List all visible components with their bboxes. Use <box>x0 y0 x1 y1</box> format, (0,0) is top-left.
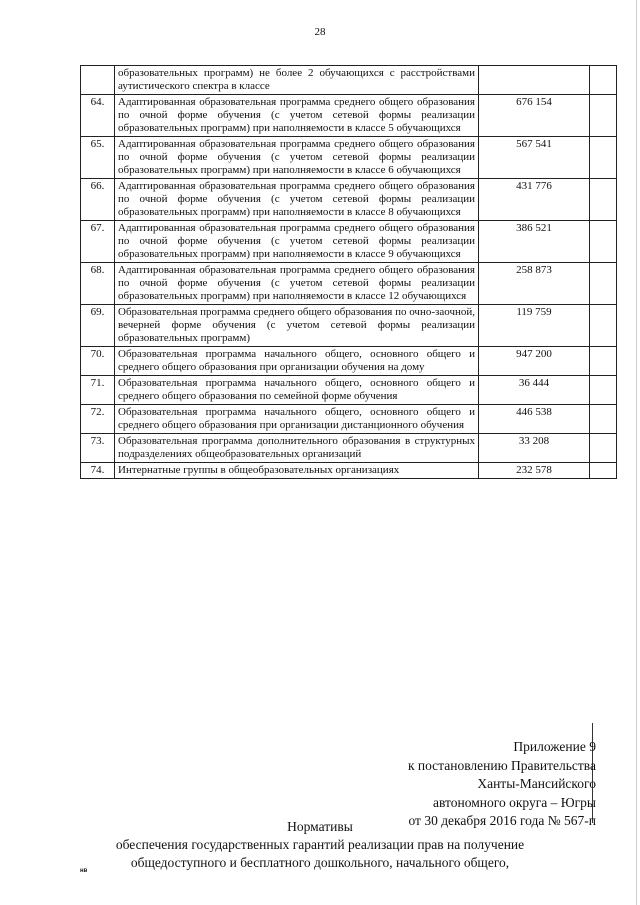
norm-value: 567 541 <box>479 137 590 179</box>
norm-value: 33 208 <box>479 434 590 463</box>
empty-cell <box>590 137 617 179</box>
program-description: Адаптированная образовательная программа среднего общего образования по очной форме обучения (с учетом сетевой формы реализации образовательных программ) при наполняемости в классе 12 обучающихся <box>115 263 479 305</box>
row-number: 67. <box>81 221 115 263</box>
row-number: 74. <box>81 463 115 479</box>
page-edge <box>636 0 637 905</box>
table-row <box>81 137 617 179</box>
program-description: Адаптированная образовательная программа среднего общего образования по очной форме обучения (с учетом сетевой формы реализации образовательных программ) при наполняемости в классе 6 обучающихся <box>115 137 479 179</box>
norm-value: 36 444 <box>479 376 590 405</box>
table-row <box>81 376 617 405</box>
empty-cell <box>590 66 617 95</box>
table-row <box>81 179 617 221</box>
program-description: Интернатные группы в общеобразовательных организациях <box>115 463 479 479</box>
table-row <box>81 463 617 479</box>
program-description: Адаптированная образовательная программа среднего общего образования по очной форме обучения (с учетом сетевой формы реализации образовательных программ) при наполняемости в классе 8 обучающихся <box>115 179 479 221</box>
program-description: Образовательная программа начального общего, основного общего и среднего общего образования при организации дистанционного обучения <box>115 405 479 434</box>
page-number: 28 <box>314 26 326 38</box>
empty-cell <box>590 95 617 137</box>
table-row <box>81 405 617 434</box>
norm-value: 446 538 <box>479 405 590 434</box>
empty-cell <box>590 221 617 263</box>
empty-cell <box>590 347 617 376</box>
table-row <box>81 263 617 305</box>
empty-cell <box>590 376 617 405</box>
appendix-header <box>408 738 596 831</box>
empty-cell <box>590 179 617 221</box>
empty-cell <box>590 405 617 434</box>
heading-line: общедоступного и бесплатного дошкольного, начального общего, <box>130 855 510 870</box>
norm-value: 386 521 <box>479 221 590 263</box>
appendix-number: Приложение 9 <box>513 739 596 754</box>
row-number: 66. <box>81 179 115 221</box>
program-description: Образовательная программа среднего общего образования по очно-заочной, вечерней форме обучения (с учетом сетевой формы реализации образовательных программ) <box>115 305 479 347</box>
table-row <box>81 66 617 95</box>
row-number: 68. <box>81 263 115 305</box>
program-description: Образовательная программа дополнительного образования в структурных подразделениях общеобразовательных организаций <box>115 434 479 463</box>
heading-title: Нормативы <box>287 819 353 834</box>
row-number: 70. <box>81 347 115 376</box>
norm-value: 119 759 <box>479 305 590 347</box>
appendix-line: Ханты-Мансийского <box>477 776 596 791</box>
table-row <box>81 221 617 263</box>
row-number <box>81 66 115 95</box>
empty-cell <box>590 305 617 347</box>
document-heading <box>0 818 640 872</box>
heading-line: обеспечения государственных гарантий реализации прав на получение <box>115 837 525 852</box>
empty-cell <box>590 463 617 479</box>
appendix-line: к постановлению Правительства <box>407 757 596 773</box>
row-number: 73. <box>81 434 115 463</box>
table-row <box>81 434 617 463</box>
footer-initials: нв <box>80 868 88 874</box>
norm-value: 947 200 <box>479 347 590 376</box>
empty-cell <box>590 263 617 305</box>
norm-value: 258 873 <box>479 263 590 305</box>
row-number: 72. <box>81 405 115 434</box>
program-description: образовательных программ) не более 2 обучающихся с расстройствами аутистического спектра в классе <box>115 66 479 95</box>
table-row <box>81 347 617 376</box>
norm-value <box>479 66 590 95</box>
program-description: Образовательная программа начального общего, основного общего и среднего общего образования по семейной форме обучения <box>115 376 479 405</box>
program-description: Адаптированная образовательная программа среднего общего образования по очной форме обучения (с учетом сетевой формы реализации образовательных программ) при наполняемости в классе 9 обучающихся <box>115 221 479 263</box>
norm-value: 232 578 <box>479 463 590 479</box>
norm-value: 676 154 <box>479 95 590 137</box>
norm-value: 431 776 <box>479 179 590 221</box>
appendix-date: от 30 декабря 2016 года № 567-п <box>408 813 596 828</box>
row-number: 65. <box>81 137 115 179</box>
appendix-line: автономного округа – Югры <box>433 794 596 810</box>
table-row <box>81 305 617 347</box>
row-number: 71. <box>81 376 115 405</box>
program-description: Адаптированная образовательная программа среднего общего образования по очной форме обучения (с учетом сетевой формы реализации образовательных программ) при наполняемости в классе 5 обучающихся <box>115 95 479 137</box>
table-row <box>81 95 617 137</box>
norms-table <box>80 65 617 479</box>
program-description: Образовательная программа начального общего, основного общего и среднего общего образования при организации обучения на дому <box>115 347 479 376</box>
row-number: 69. <box>81 305 115 347</box>
row-number: 64. <box>81 95 115 137</box>
empty-cell <box>590 434 617 463</box>
table-body <box>81 66 617 479</box>
